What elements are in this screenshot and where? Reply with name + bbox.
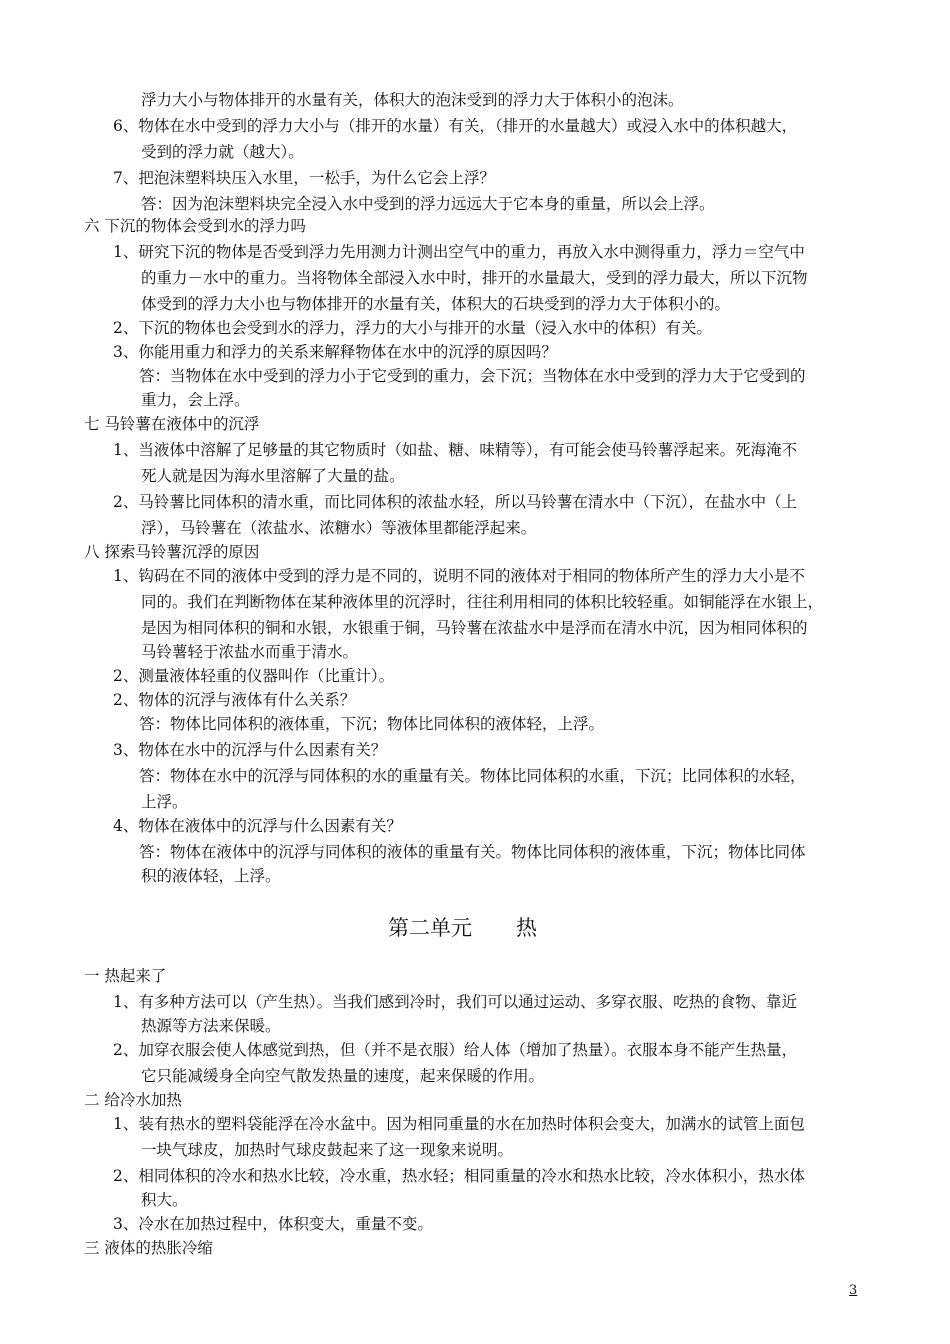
unit-heading-title: 热 [516,916,537,940]
text-line: 2、物体的沉浮与液体有什么关系？ [113,691,356,709]
text-line: 一块气球皮，加热时气球皮鼓起来了这一现象来说明。 [141,1141,514,1159]
text-line: 1、装有热水的塑料袋能浮在冷水盆中。因为相同重量的水在加热时体积会变大，加满水的试管上面包 [113,1115,805,1133]
section-heading: 八 探索马铃薯沉浮的原因 [84,543,260,561]
text-line: 体受到的浮力大小也与物体排开的水量有关，体积大的石块受到的浮力大于体积小的。 [141,295,731,313]
text-line: 答：物体在水中的沉浮与同体积的水的重量有关。物体比同体积的水重，下沉；比同体积的水轻， [139,767,806,785]
text-line: 积的液体轻，上浮。 [141,867,281,885]
text-line: 7、把泡沫塑料块压入水里，一松手，为什么它会上浮？ [113,169,495,187]
text-line: 2、马铃薯比同体积的清水重，而比同体积的浓盐水轻，所以马铃薯在清水中（下沉），在盐水中（上 [113,493,798,511]
text-line: 重力，会上浮。 [141,391,250,409]
text-line: 浮），马铃薯在（浓盐水、浓糖水）等液体里都能浮起来。 [141,519,537,537]
text-line: 是因为相同体积的铜和水银，水银重于铜，马铃薯在浓盐水中是浮而在清水中沉，因为相同体积的 [141,619,808,637]
text-line: 热源等方法来保暖。 [141,1017,281,1035]
text-line: 3、物体在水中的沉浮与什么因素有关？ [113,741,387,759]
text-line: 答：物体在液体中的沉浮与同体积的液体的重量有关。物体比同体积的液体重，下沉；物体比同体 [139,843,806,861]
text-line: 的重力－水中的重力。当将物体全部浸入水中时，排开的水量最大，受到的浮力最大，所以下沉物 [141,269,808,287]
text-line: 马铃薯轻于浓盐水而重于清水。 [141,643,359,661]
text-line: 4、物体在液体中的沉浮与什么因素有关？ [113,817,402,835]
section-heading: 三 液体的热胀冷缩 [84,1239,213,1257]
text-line: 2、相同体积的冷水和热水比较，冷水重，热水轻；相同重量的冷水和热水比较，冷水体积小，热水体 [113,1167,805,1185]
text-line: 3、你能用重力和浮力的关系来解释物体在水中的沉浮的原因吗？ [113,343,557,361]
text-line: 1、研究下沉的物体是否受到浮力先用测力计测出空气中的重力，再放入水中测得重力，浮力＝空气中 [113,243,805,261]
text-line: 它只能减缓身全向空气散发热量的速度，起来保暖的作用。 [141,1067,545,1085]
text-line: 死人就是因为海水里溶解了大量的盐。 [141,467,405,485]
text-line: 积大。 [141,1191,188,1209]
text-line: 浮力大小与物体排开的水量有关，体积大的泡沫受到的浮力大于体积小的泡沫。 [141,91,684,109]
section-heading: 一 热起来了 [84,967,167,985]
section-heading: 二 给冷水加热 [84,1091,182,1109]
section-heading: 七 马铃薯在液体中的沉浮 [84,415,260,433]
text-line: 答：当物体在水中受到的浮力小于它受到的重力，会下沉；当物体在水中受到的浮力大于它受到的 [139,367,806,385]
text-line: 同的。我们在判断物体在某种液体里的沉浮时，往往利用相同的体积比较轻重。如铜能浮在水银上， [141,593,824,611]
unit-heading [388,914,537,942]
text-line: 上浮。 [141,793,188,811]
text-line: 1、当液体中溶解了足够量的其它物质时（如盐、糖、味精等），有可能会使马铃薯浮起来。死海淹不 [113,441,798,459]
text-line: 2、加穿衣服会使人体感觉到热，但（并不是衣服）给人体（增加了热量）。衣服本身不能产生热量， [113,1041,798,1059]
text-line: 答：因为泡沫塑料块完全浸入水中受到的浮力远远大于它本身的重量，所以会上浮。 [141,195,715,213]
page-number: 3 [849,1283,858,1298]
text-line: 2、下沉的物体也会受到水的浮力，浮力的大小与排开的水量（浸入水中的体积）有关。 [113,319,712,337]
text-line: 3、冷水在加热过程中，体积变大，重量不变。 [113,1215,433,1233]
text-line: 答：物体比同体积的液体重，下沉；物体比同体积的液体轻，上浮。 [139,715,605,733]
text-line: 1、钩码在不同的液体中受到的浮力是不同的，说明不同的液体对于相同的物体所产生的浮力大小是不 [113,567,805,585]
section-heading: 六 下沉的物体会受到水的浮力吗 [84,217,306,235]
text-line: 2、测量液体轻重的仪器叫作（比重计）。 [113,667,395,685]
text-line: 受到的浮力就（越大）。 [141,143,304,161]
text-line: 1、有多种方法可以（产生热）。当我们感到冷时，我们可以通过运动、多穿衣服、吃热的食物、靠近 [113,993,798,1011]
unit-heading-number: 第二单元 [388,916,472,940]
text-line: 6、物体在水中受到的浮力大小与（排开的水量）有关，（排开的水量越大）或浸入水中的体积越大， [113,117,798,135]
